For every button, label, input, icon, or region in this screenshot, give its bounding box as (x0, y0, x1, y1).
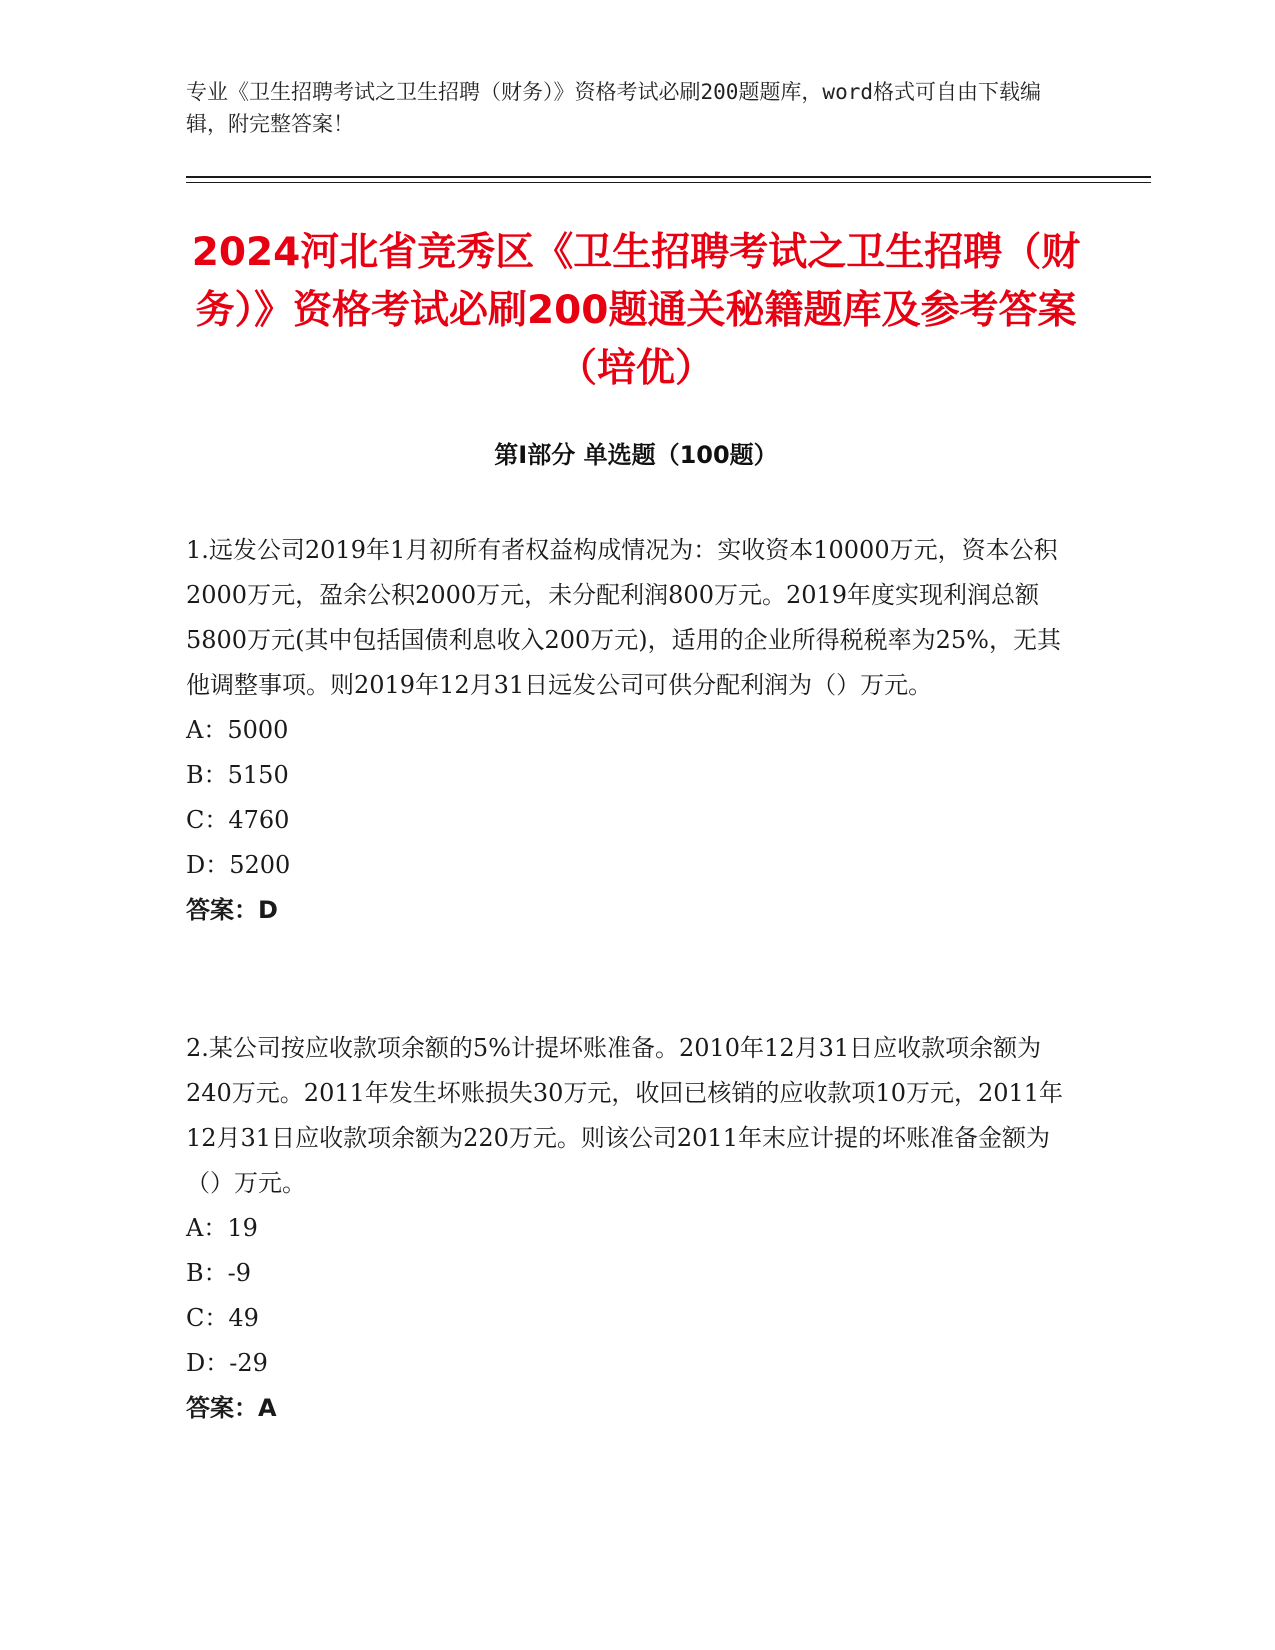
header-note: 专业《卫生招聘考试之卫生招聘（财务）》资格考试必刷200题题库，word格式可自由下载编辑，附完整答案！ (186, 80, 1041, 136)
header-divider-thin (186, 182, 1151, 183)
option-b: B：5150 (186, 761, 289, 789)
question-stem: 1.远发公司2019年1月初所有者权益构成情况为：实收资本10000万元，资本公积2000万元，盈余公积2000万元，未分配利润800万元。2019年度实现利润总额5800万元(其中包括国债利息收入200万元)，适用的企业所得税税率为25%，无其他调整事项。则2019年12月31日远发公司可供分配利润为（）万元。 (186, 536, 1061, 699)
option-a: A：19 (186, 1214, 258, 1242)
document-title: 2024河北省竞秀区《卫生招聘考试之卫生招聘（财务）》资格考试必刷200题通关秘籍题库及参考答案（培优） (191, 230, 1081, 391)
option-a: A：5000 (186, 716, 289, 744)
option-c: C：49 (186, 1304, 259, 1332)
question-stem: 2.某公司按应收款项余额的5%计提坏账准备。2010年12月31日应收款项余额为240万元。2011年发生坏账损失30万元，收回已核销的应收款项10万元，2011年12月31日应收款项余额为220万元。则该公司2011年末应计提的坏账准备金额为（）万元。 (186, 1034, 1064, 1197)
answer-line: 答案：D (186, 896, 278, 924)
option-c: C：4760 (186, 806, 290, 834)
section-heading: 第I部分 单选题（100题） (494, 441, 778, 469)
header-divider-thick (186, 176, 1151, 178)
question-2 (186, 1026, 1076, 1431)
answer-line: 答案：A (186, 1394, 277, 1422)
question-1 (186, 528, 1076, 933)
option-d: D：5200 (186, 851, 291, 879)
option-b: B：-9 (186, 1259, 252, 1287)
option-d: D：-29 (186, 1349, 268, 1377)
